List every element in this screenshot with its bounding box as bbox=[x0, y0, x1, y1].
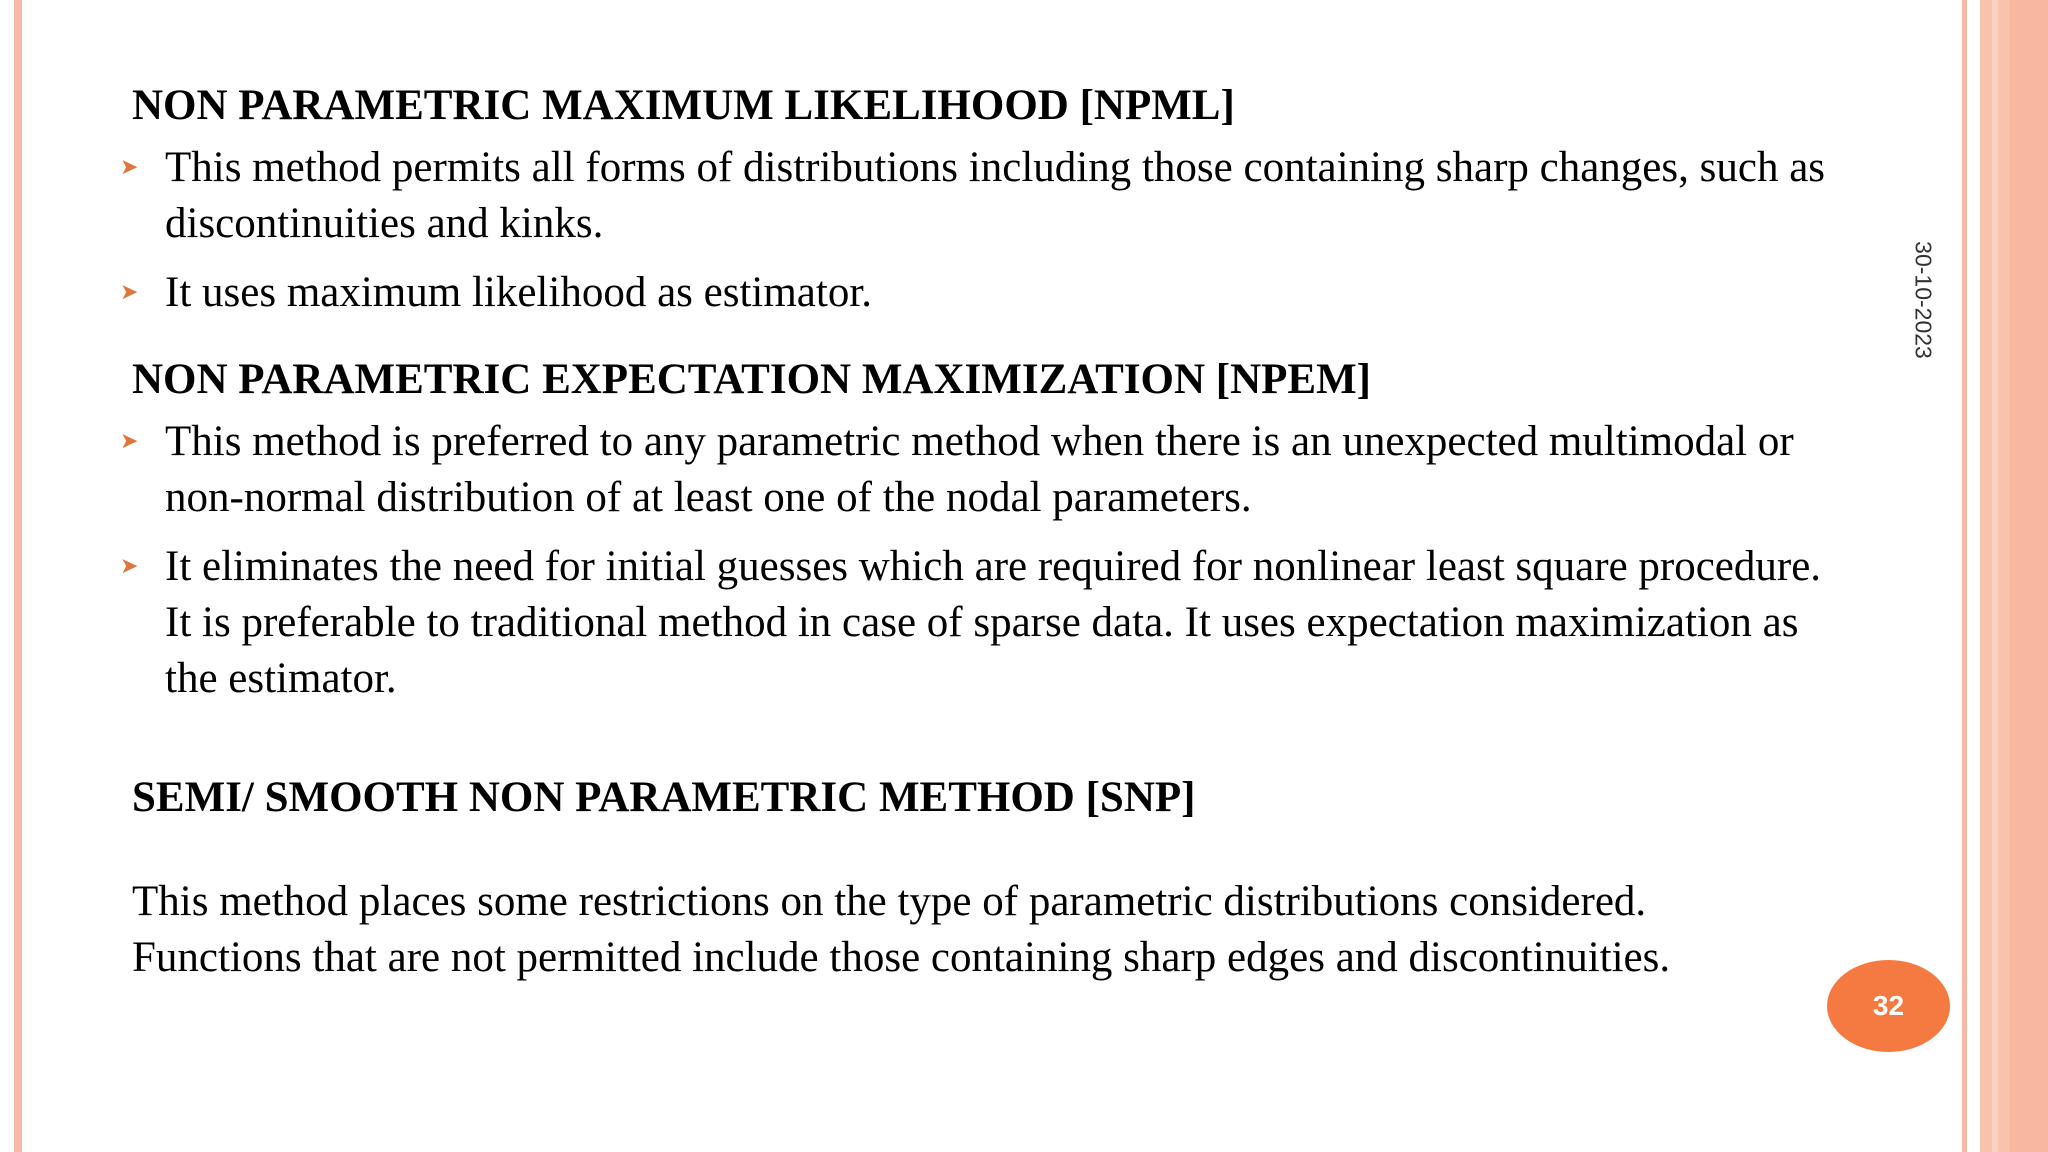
npem-bullet-1-text: This method is preferred to any parametric method when there is an unexpected multimodal or non-normal distribution of at least one of the nodal parameters. bbox=[165, 418, 1794, 521]
npml-bullet-2 bbox=[120, 265, 1832, 321]
section-spacer bbox=[132, 334, 1832, 352]
right-border-line bbox=[1962, 0, 1967, 1152]
npml-bullet-2-text: It uses maximum likelihood as estimator. bbox=[165, 269, 873, 316]
left-border-decoration bbox=[14, 0, 22, 1152]
npml-bullet-list bbox=[120, 140, 1832, 321]
right-border-band bbox=[1980, 0, 2048, 1152]
npem-bullet-2-text: It eliminates the need for initial guesses which are required for nonlinear least square procedure. It is preferable to traditional method in case of sparse data. It uses expectation maximization as the estimator. bbox=[165, 543, 1822, 702]
npml-bullet-1-text: This method permits all forms of distributions including those containing sharp changes, such as discontinuities and kinks. bbox=[165, 144, 1826, 247]
section-spacer bbox=[132, 826, 1832, 874]
snp-paragraph-line-2: Functions that are not permitted include those containing sharp edges and discontinuities. bbox=[132, 934, 1671, 981]
slide-date: 30-10-2023 bbox=[1910, 241, 1937, 359]
heading-snp: SEMI/ SMOOTH NON PARAMETRIC METHOD [SNP] bbox=[132, 774, 1196, 821]
npem-bullet-list bbox=[120, 414, 1832, 707]
snp-paragraph-line-1: This method places some restrictions on the type of parametric distributions considered. bbox=[132, 878, 1647, 925]
snp-paragraph bbox=[132, 874, 1832, 986]
arrowhead-bullet-icon: ➤ bbox=[120, 429, 139, 454]
arrowhead-bullet-icon: ➤ bbox=[120, 155, 139, 180]
slide-content bbox=[120, 78, 1832, 986]
arrowhead-bullet-icon: ➤ bbox=[120, 554, 139, 579]
arrowhead-bullet-icon: ➤ bbox=[120, 280, 139, 305]
page-number-badge: 32 bbox=[1827, 960, 1950, 1052]
npem-bullet-2 bbox=[120, 539, 1832, 707]
heading-npem: NON PARAMETRIC EXPECTATION MAXIMIZATION [NPEM] bbox=[132, 356, 1372, 403]
heading-npml: NON PARAMETRIC MAXIMUM LIKELIHOOD [NPML] bbox=[132, 82, 1235, 129]
npem-bullet-1 bbox=[120, 414, 1832, 526]
npml-bullet-1 bbox=[120, 140, 1832, 252]
section-spacer bbox=[132, 720, 1832, 770]
